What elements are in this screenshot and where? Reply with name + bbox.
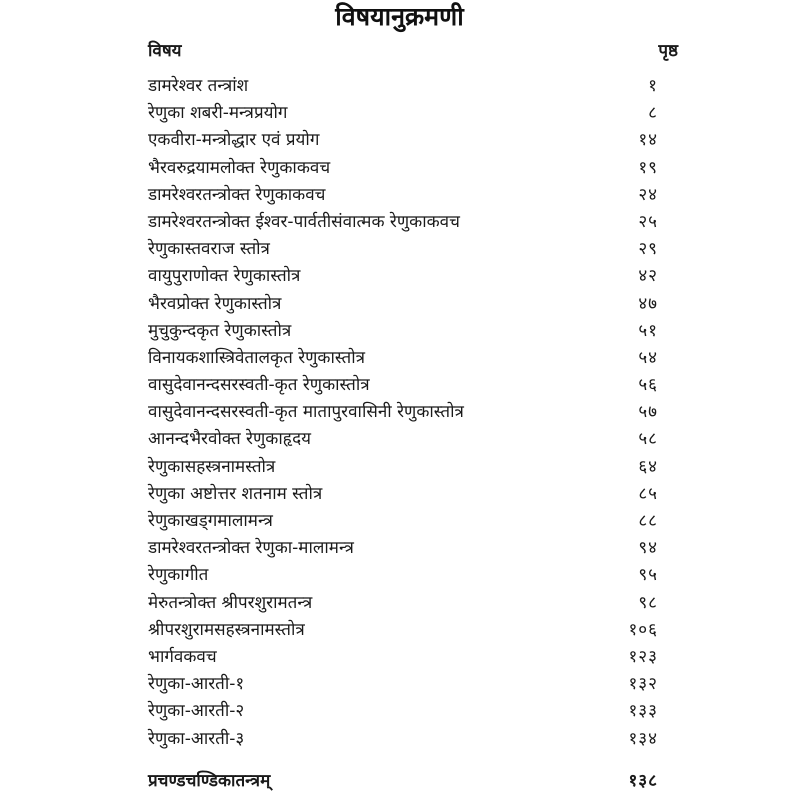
toc-page: २५ [638, 211, 658, 232]
toc-row [148, 591, 658, 618]
toc-row [148, 400, 658, 427]
toc-page: ५४ [638, 347, 658, 368]
toc-row [148, 128, 658, 155]
page-title: विषयानुक्रमणी [335, 2, 464, 31]
toc-page: ८ [648, 103, 658, 124]
toc-row [148, 237, 658, 264]
toc-subject: रेणुका शबरी-मन्त्रप्रयोग [148, 103, 288, 124]
toc-row [148, 455, 658, 482]
toc-page: ९८ [638, 592, 658, 613]
toc-final-page: १३८ [628, 771, 658, 791]
toc-row [148, 101, 658, 128]
toc-subject: रेणुका-आरती-१ [148, 674, 245, 695]
toc-row [148, 482, 658, 509]
toc-page: ६४ [638, 456, 658, 477]
toc-page: ८८ [638, 511, 658, 531]
toc-subject: मुचुकुन्दकृत रेणुकास्तोत्र [148, 320, 292, 341]
toc-page: २४ [638, 184, 658, 205]
toc-page: ८५ [638, 483, 658, 504]
toc-row [148, 373, 658, 400]
toc-subject: रेणुकासहस्त्रनामस्तोत्र [148, 456, 276, 477]
toc-row [148, 699, 658, 726]
toc-page: १०६ [628, 619, 658, 640]
toc-subject: भार्गवकवच [148, 646, 217, 667]
toc-row [148, 427, 658, 454]
toc-row [148, 264, 658, 291]
toc-subject: डामरेश्वरतन्त्रोक्त रेणुका-मालामन्त्र [148, 538, 354, 559]
header-page: पृष्ठ [658, 41, 678, 61]
toc-page: १४ [638, 130, 658, 151]
toc-subject: रेणुका-आरती-३ [148, 728, 245, 749]
toc-final-subject: प्रचण्डचण्डिकातन्त्रम् [148, 771, 271, 791]
toc-page: १९ [638, 157, 658, 178]
toc-page: १ [648, 76, 658, 96]
toc-page: ४७ [638, 293, 658, 314]
toc-subject: रेणुका अष्टोत्तर शतनाम स्तोत्र [148, 483, 323, 504]
toc-page: ५८ [638, 429, 658, 450]
toc-page: ९४ [638, 538, 658, 559]
toc-row [148, 74, 658, 101]
toc-page: १२३ [628, 646, 658, 667]
toc-subject: भैरवरुद्रयामलोक्त रेणुकाकवच [148, 157, 331, 178]
toc-subject: रेणुकागीत [148, 565, 209, 586]
toc-subject: डामरेश्वर तन्त्रांश [148, 76, 249, 96]
toc-subject: डामरेश्वरतन्त्रोक्त ईश्वर-पार्वतीसंवात्मक रेणुकाकवच [148, 211, 460, 232]
toc-subject: विनायकशास्त्रिवेतालकृत रेणुकास्तोत्र [148, 347, 365, 368]
toc-row [148, 645, 658, 672]
toc-row [148, 319, 658, 346]
toc-subject: डामरेश्वरतन्त्रोक्त रेणुकाकवच [148, 184, 326, 205]
toc-header [148, 38, 678, 64]
toc-subject: रेणुकाखड्गमालामन्त्र [148, 511, 273, 531]
toc-row [148, 563, 658, 590]
toc-page: १३३ [628, 701, 658, 722]
toc-subject: एकवीरा-मन्त्रोद्धार एवं प्रयोग [148, 130, 320, 151]
toc-page: १३२ [628, 674, 658, 695]
toc-row [148, 210, 658, 237]
toc-row [148, 536, 658, 563]
toc-page: १३४ [628, 728, 658, 749]
toc-row [148, 509, 658, 536]
toc-row [148, 672, 658, 699]
toc-subject: रेणुका-आरती-२ [148, 701, 245, 722]
toc-row [148, 618, 658, 645]
toc-list [148, 74, 658, 754]
toc-page: २९ [638, 239, 658, 260]
toc-row [148, 346, 658, 373]
toc-subject: श्रीपरशुरामसहस्त्रनामस्तोत्र [148, 619, 305, 640]
toc-final-row [148, 769, 658, 797]
toc-row [148, 156, 658, 183]
toc-subject: रेणुकास्तवराज स्तोत्र [148, 239, 270, 260]
toc-page: ५१ [638, 320, 658, 341]
toc-page: ५७ [638, 402, 658, 423]
toc-subject: वायुपुराणोक्त रेणुकास्तोत्र [148, 266, 301, 287]
toc-subject: मेरुतन्त्रोक्त श्रीपरशुरामतन्त्र [148, 592, 313, 613]
toc-subject: वासुदेवानन्दसरस्वती-कृत रेणुकास्तोत्र [148, 375, 370, 396]
toc-page: ५६ [638, 375, 658, 396]
toc-subject: भैरवप्रोक्त रेणुकास्तोत्र [148, 293, 282, 314]
toc-row [148, 183, 658, 210]
toc-subject: आनन्दभैरवोक्त रेणुकाहृदय [148, 429, 311, 450]
toc-subject: वासुदेवानन्दसरस्वती-कृत मातापुरवासिनी रेणुकास्तोत्र [148, 402, 464, 423]
header-subject: विषय [148, 41, 182, 61]
toc-row [148, 292, 658, 319]
toc-page: ४२ [638, 266, 658, 287]
toc-page: ९५ [638, 565, 658, 586]
toc-row [148, 727, 658, 754]
